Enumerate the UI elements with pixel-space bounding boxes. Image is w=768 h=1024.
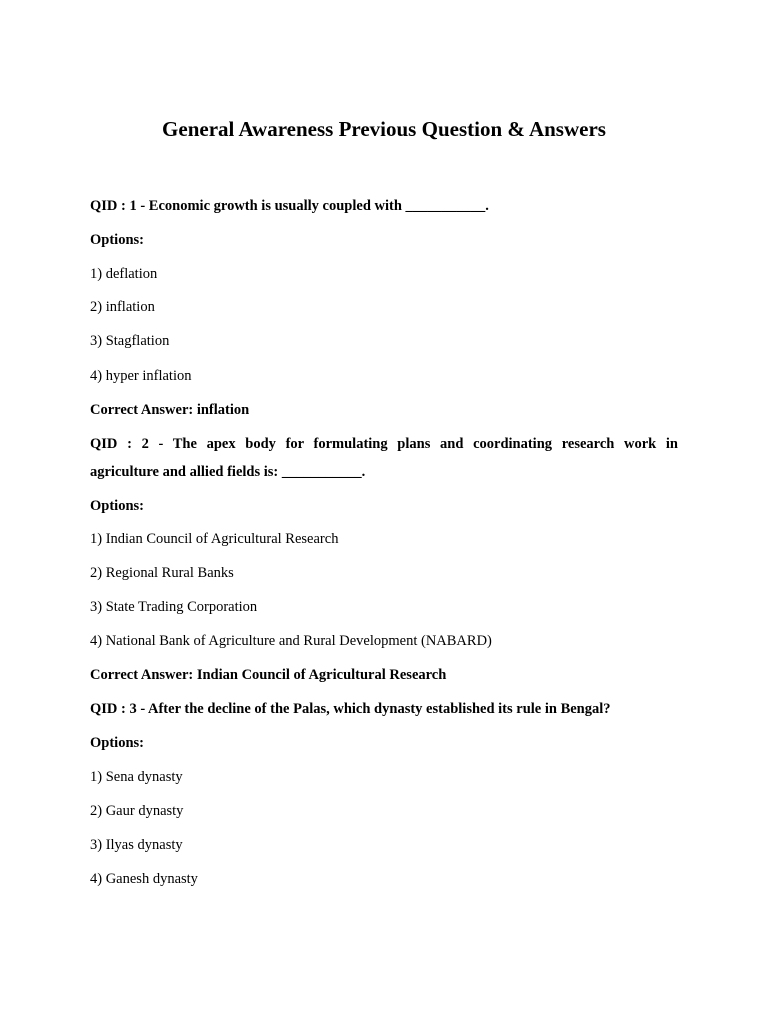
question-3-option-1: 1) Sena dynasty <box>90 769 183 785</box>
question-2-option-1: 1) Indian Council of Agricultural Research <box>90 531 339 547</box>
question-2-option-3: 3) State Trading Corporation <box>90 599 258 615</box>
question-2-text-line-2: agriculture and allied fields is: ___________. <box>90 464 366 480</box>
question-2-option-2: 2) Regional Rural Banks <box>90 565 234 581</box>
question-3-options-label: Options: <box>90 735 144 751</box>
question-3-option-4: 4) Ganesh dynasty <box>90 871 198 887</box>
question-1-correct-answer: Correct Answer: inflation <box>90 402 250 418</box>
question-1-option-2: 2) inflation <box>90 299 155 315</box>
question-3-option-3: 3) Ilyas dynasty <box>90 837 183 853</box>
question-1-option-3: 3) Stagflation <box>90 333 170 349</box>
question-2-option-4: 4) National Bank of Agriculture and Rural Development (NABARD) <box>90 633 492 649</box>
question-1-options-label: Options: <box>90 232 144 248</box>
question-2-text-line-1: QID : 2 - The apex body for formulating plans and coordinating research work in <box>90 436 678 452</box>
question-1-option-4: 4) hyper inflation <box>90 368 192 384</box>
question-3-option-2: 2) Gaur dynasty <box>90 803 184 819</box>
question-2-correct-answer: Correct Answer: Indian Council of Agricultural Research <box>90 667 447 683</box>
question-2-options-label: Options: <box>90 498 144 514</box>
question-1-option-1: 1) deflation <box>90 266 158 282</box>
question-1-text: QID : 1 - Economic growth is usually coupled with ___________. <box>90 198 489 214</box>
page-title: General Awareness Previous Question & Answers <box>162 117 606 141</box>
question-3-text: QID : 3 - After the decline of the Palas, which dynasty established its rule in Bengal? <box>90 701 611 717</box>
